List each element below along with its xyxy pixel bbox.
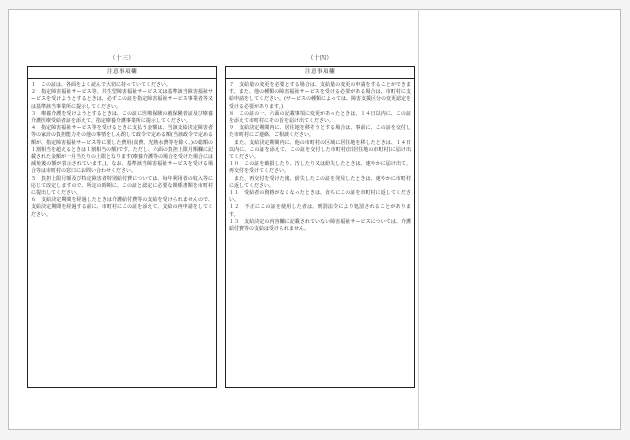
left-page-number: （十三）	[109, 55, 135, 62]
note-item-8: ８ この証の一、六面の記載事項に変更があったときは、１４日以内に、この証を添えて市町村にその旨を届け出てください。	[229, 110, 411, 125]
note-item-1: １ この証は、各面をよく読んで大切に持っていてください。	[31, 82, 172, 88]
left-notes-heading: 注意事項欄	[28, 67, 216, 79]
note-item-6: ６ 支給決定期間を経過したときは介護給付費等の支給を受けられませんので、支給決定期間を経過する前に、市町村にこの証を添えて、支給の再申請をしてください。	[31, 197, 213, 218]
note-item-12: １２ 不正にこの証を使用した者は、刑罰法令により処罰されることがあります。	[229, 204, 411, 218]
note-item-5: ５ 負担上限月額及び特定障害者特別給付費については、毎年利用者の収入等に応じて改定しますので、所定の時期に、この証と認定に必要な関係書類を市町村に提出してください。	[31, 175, 213, 197]
right-notes-list	[226, 79, 414, 233]
note-item-2: ２ 指定障害福祉サービス等、共生型障害福祉サービス又は基準該当障害福祉サービスを受けようとするときは、必ずこの証を指定障害福祉サービス事業者等又は基準該当事業所に提示してください。	[31, 89, 213, 110]
note-item-3: ３ 療養介護を受けようとするときは、この証に医療保険の被保険者証及び療養介護医療受給者証を添えて、指定療養介護事業所に提示してください。	[31, 110, 213, 125]
right-page-number: （十四）	[307, 55, 333, 62]
note-item-10: １０ この証を破損したり、汚したり又は紛失したときは、速やかに届け出て、再交付を受けてください。	[229, 161, 411, 175]
note-item-7: ７ 支給量の変更を必要とする場合は、支給量の変更の申請をすることができます。また、他の種類の障害福祉サービスを受ける必要がある場合は、市町村に支給申請をしてください。(サービスの種類によっては、障害支援区分の変更認定を受ける必要があります。)	[229, 82, 411, 110]
right-panel	[225, 55, 415, 388]
note-item-4: ４ 指定障害福祉サービス等を受けるときに支払う金額は、当該支給決定障害者等の家計の負担能力その他の事情をしん酌して政令で定める額(当該政令で定める額が、指定障害福祉サービス等に要した費用(食費、光熱水費等を除く。)の総額の１割相当を超えるときは１割相当の額)です。ただし、六面の負担上限月額欄に記載された金額が一月当たりの上限となります(療養介護等の場合を受けた場合には減免後の額が表示されています。)。なお、基準該当障害福祉サービスを受ける場合等は市町村の窓口にお問い合わせください。	[31, 125, 213, 175]
left-notes-box	[27, 66, 217, 388]
note-item-13: １３ 支給決定の内容欄に記載されていない障害福祉サービスについては、介護給付費等の支給は受けられません。	[229, 218, 411, 233]
right-notes-heading: 注意事項欄	[226, 67, 414, 79]
note-item-10-continued: また、再交付を受けた後、紛失したこの証を発見したときは、速やかに市町村に返してください。	[229, 175, 411, 189]
column-divider	[418, 9, 419, 430]
right-notes-box	[225, 66, 415, 388]
note-item-9: ９ 支給決定期間内に、居住地を移そうとする場合は、事前に、この証を交付した市町村にご連絡、ご相談ください。	[229, 125, 411, 139]
left-panel	[27, 55, 217, 388]
note-item-9-continued: また、支給決定期間内に、他の市町村の区域に居住地を移したときは、１４日以内に、この証を添えて、この証を交付した市町村(旧居住地の市町村)に届け出てください。	[229, 139, 411, 161]
left-notes-list	[28, 79, 216, 219]
note-item-11: １１ 受給者の資格がなくなったときは、直ちにこの証を市町村に返してください。	[229, 190, 411, 204]
